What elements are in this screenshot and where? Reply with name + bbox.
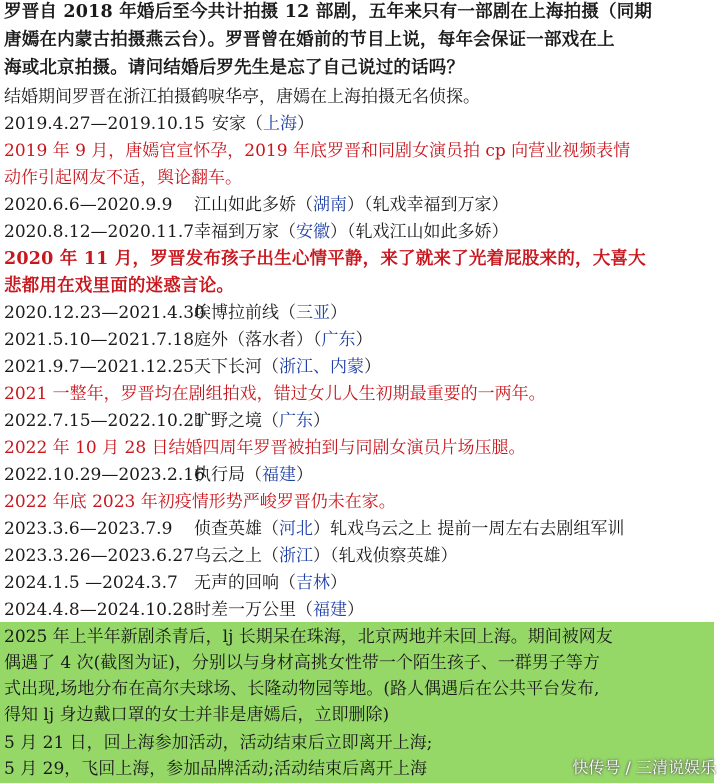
row-suffix: ） xyxy=(313,411,330,431)
row-suffix: ） xyxy=(364,357,381,377)
row-title: 埃博拉前线（ xyxy=(194,303,296,323)
drama-row-wuyun xyxy=(4,545,458,567)
row-location: 吉林 xyxy=(296,573,330,593)
drama-row-shicha xyxy=(4,599,364,621)
row-date: 2023.3.26—2023.6.27 xyxy=(4,546,195,566)
drama-row-tingwai xyxy=(4,329,373,351)
red-note-3: 2021 一整年，罗晋均在剧组拍戏，错过女儿人生初期最重要的一两年。 xyxy=(4,384,546,404)
row-suffix: ）（轧戏幸福到万家） xyxy=(347,195,509,215)
red-note-1a: 2019 年 9 月，唐嫣官宣怀孕，2019 年底罗晋和同剧女演员拍 cp 向营业视频表情 xyxy=(4,141,631,161)
row-location: 浙江 xyxy=(279,546,313,566)
drama-row-zhixingju xyxy=(4,464,313,486)
row-title: 天下长河（ xyxy=(194,357,279,377)
drama-row-ebola xyxy=(4,302,347,324)
row-title: 旷野之境（ xyxy=(194,411,279,431)
green-line-3: 式出现,场地分布在高尔夫球场、长隆动物园等地。(路人偶遇后在公共平台发布, xyxy=(4,679,600,699)
row-location: 广东 xyxy=(279,411,313,431)
green-line-6: 5 月 29，飞回上海，参加品牌活动;活动结束后离开上海 xyxy=(4,759,427,779)
header-line-1: 罗晋自 2018 年婚后至今共计拍摄 12 部剧，五年来只有一部剧在上海拍摄（同期 xyxy=(4,2,653,22)
row-location: 浙江、内蒙 xyxy=(279,357,364,377)
row-location: 三亚 xyxy=(296,303,330,323)
green-line-2: 偶遇了 4 次(截图为证)，分别以与身材高挑女性带一个陌生孩子、一群男子等方 xyxy=(4,653,600,673)
red-note-2a: 2020 年 11 月，罗晋发布孩子出生心情平静，来了就来了光着屁股来的，大喜大 xyxy=(4,249,646,269)
row-date: 2021.5.10—2021.7.18 xyxy=(4,330,195,350)
drama-row-kuangye xyxy=(4,410,330,432)
drama-row-jiangshan xyxy=(4,194,509,216)
row-title: 时差一万公里（ xyxy=(194,600,313,620)
row-suffix: ）（轧戏侦察英雄） xyxy=(313,546,458,566)
row-suffix: ） xyxy=(297,114,314,134)
row-date: 2022.7.15—2022.10.21 xyxy=(4,411,205,431)
drama-row-zhencha xyxy=(4,518,624,540)
row-suffix: ） xyxy=(330,573,347,593)
row-title: 幸福到万家（ xyxy=(194,222,296,242)
row-title: 庭外（落水者）（ xyxy=(194,330,322,350)
row-title: 侦查英雄（ xyxy=(194,519,279,539)
red-note-5: 2022 年底 2023 年初疫情形势严峻罗晋仍未在家。 xyxy=(4,492,396,512)
header-line-3: 海或北京拍摄。请问结婚后罗先生是忘了自己说过的话吗？ xyxy=(4,58,465,78)
watermark-text: 快传号 / 三清说娱乐 xyxy=(572,758,716,777)
row-date: 2020.6.6—2020.9.9 xyxy=(4,195,173,215)
red-note-2b: 悲都用在戏里面的迷惑言论。 xyxy=(4,276,235,296)
row-suffix: ）（轧戏江山如此多娇） xyxy=(330,222,509,242)
drama-row-wusheng xyxy=(4,572,347,594)
row-location: 上海 xyxy=(263,114,297,134)
row-date: 2022.10.29—2023.2.16 xyxy=(4,465,205,485)
green-line-1: 2025 年上半年新剧杀青后，lj 长期呆在珠海，北京两地并未回上海。期间被网友 xyxy=(4,627,613,647)
green-line-5: 5 月 21 日，回上海参加活动，活动结束后立即离开上海; xyxy=(4,733,433,753)
row-location: 安徽 xyxy=(296,222,330,242)
drama-row-tianxia xyxy=(4,356,381,378)
row-location: 河北 xyxy=(279,519,313,539)
red-note-1b: 动作引起网友不适，舆论翻车。 xyxy=(4,168,242,188)
row-title: 江山如此多娇（ xyxy=(194,195,313,215)
row-title: 安家（ xyxy=(212,114,263,134)
row-title: 无声的回响（ xyxy=(194,573,296,593)
drama-row-xingfu xyxy=(4,221,509,243)
row-date: 2020.8.12—2020.11.7 xyxy=(4,222,195,242)
row-suffix: ）轧戏乌云之上 提前一周左右去剧组军训 xyxy=(313,519,625,539)
row-date: 2019.4.27—2019.10.15 xyxy=(4,114,205,134)
row-date: 2024.4.8—2024.10.28 xyxy=(4,600,195,620)
row-date: 2021.9.7—2021.12.25 xyxy=(4,357,195,377)
row-date: 2020.12.23—2021.4.30 xyxy=(4,303,205,323)
row-title: 乌云之上（ xyxy=(194,546,279,566)
row-date: 2023.3.6—2023.7.9 xyxy=(4,519,173,539)
intro-line: 结婚期间罗晋在浙江拍摄鹤唳华亭，唐嫣在上海拍摄无名侦探。 xyxy=(4,87,480,107)
green-line-4: 得知 lj 身边戴口罩的女士并非是唐嫣后，立即删除) xyxy=(4,705,390,725)
row-suffix: ） xyxy=(296,465,313,485)
row-location: 福建 xyxy=(262,465,296,485)
header-line-2: 唐嫣在内蒙古拍摄燕云台）。罗晋曾在婚前的节目上说，每年会保证一部戏在上 xyxy=(4,30,615,50)
row-location: 福建 xyxy=(313,600,347,620)
row-suffix: ） xyxy=(355,330,373,350)
row-title: 执行局（ xyxy=(194,465,262,485)
drama-row-an-jia xyxy=(4,113,314,135)
row-suffix: ） xyxy=(330,303,347,323)
row-date: 2024.1.5 —2024.3.7 xyxy=(4,573,178,593)
row-location: 湖南 xyxy=(313,195,347,215)
row-suffix: ） xyxy=(347,600,364,620)
row-location: 广东 xyxy=(321,330,356,350)
red-note-4: 2022 年 10 月 28 日结婚四周年罗晋被拍到与同剧女演员片场压腿。 xyxy=(4,438,526,458)
